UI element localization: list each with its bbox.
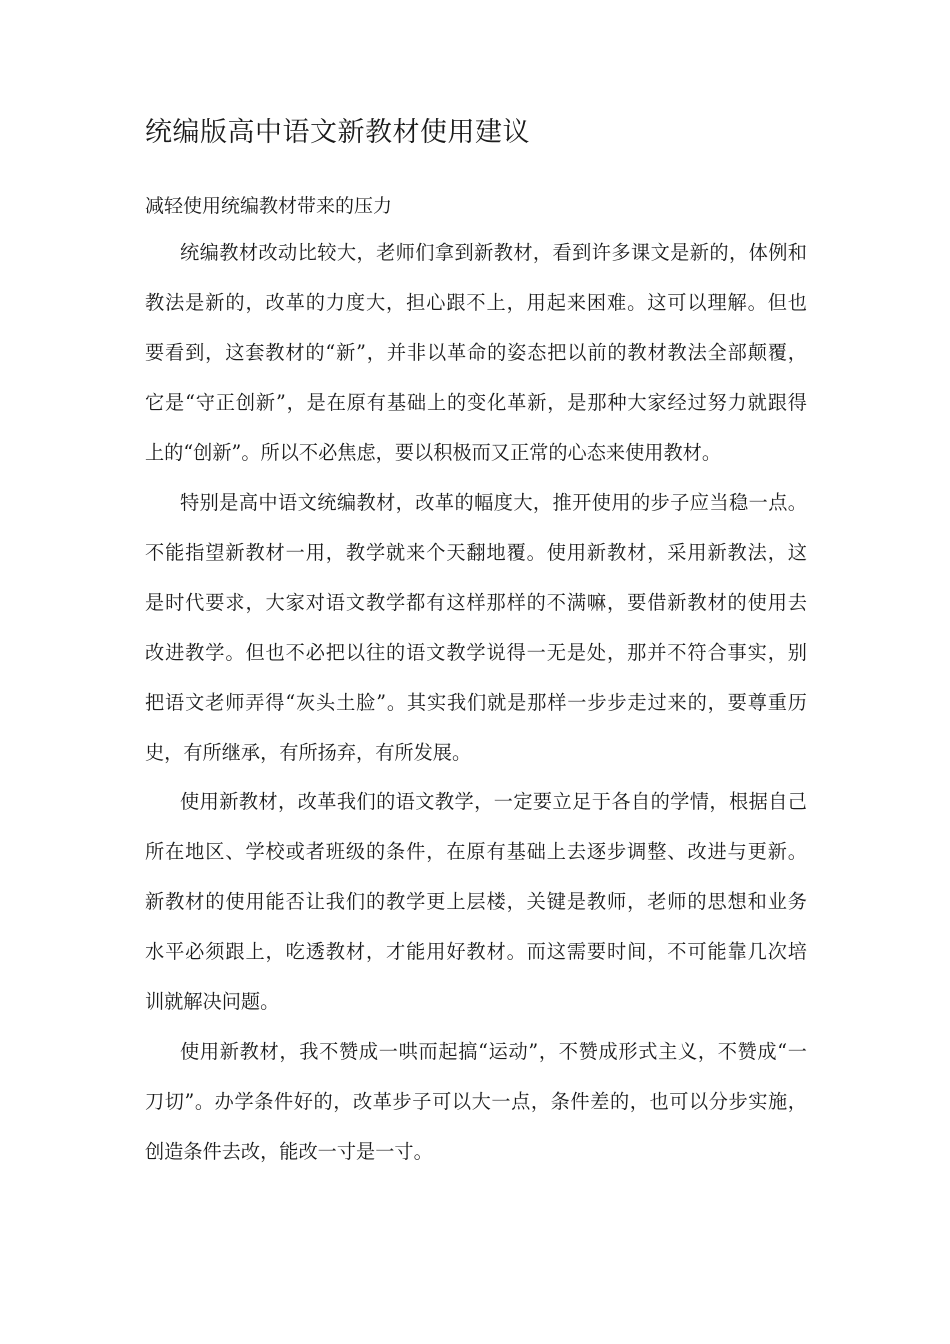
- paragraph-3-line-2: 所在地区、学校或者班级的条件，在原有基础上去逐步调整、改进与更新。: [145, 840, 807, 863]
- paragraph-4-line-1: 使用新教材，我不赞成一哄而起搞“运动”，不赞成形式主义，不赞成“一: [180, 1040, 807, 1063]
- paragraph-2-line-3: 是时代要求，大家对语文教学都有这样那样的不满嘛，要借新教材的使用去: [145, 591, 807, 614]
- paragraph-2-line-4: 改进教学。但也不必把以往的语文教学说得一无是处，那并不符合事实，别: [145, 641, 807, 664]
- document-title: 统编版高中语文新教材使用建议: [145, 117, 530, 148]
- paragraph-3-line-4: 水平必须跟上，吃透教材，才能用好教材。而这需要时间，不可能靠几次培: [145, 940, 807, 963]
- paragraph-1-line-5: 上的“创新”。所以不必焦虑，要以积极而又正常的心态来使用教材。: [145, 441, 722, 464]
- paragraph-2-line-1: 特别是高中语文统编教材，改革的幅度大，推开使用的步子应当稳一点。: [180, 491, 807, 514]
- paragraph-4-line-3: 创造条件去改，能改一寸是一寸。: [145, 1140, 433, 1163]
- paragraph-1-line-2: 教法是新的，改革的力度大，担心跟不上，用起来困难。这可以理解。但也: [145, 291, 807, 314]
- paragraph-1-line-1: 统编教材改动比较大，老师们拿到新教材，看到许多课文是新的，体例和: [180, 241, 807, 264]
- paragraph-2-line-6: 史，有所继承，有所扬弃，有所发展。: [145, 741, 472, 764]
- paragraph-1-line-4: 它是“守正创新”，是在原有基础上的变化革新，是那种大家经过努力就跟得: [145, 391, 807, 414]
- paragraph-2-line-5: 把语文老师弄得“灰头土脸”。其实我们就是那样一步步走过来的，要尊重历: [145, 691, 807, 714]
- section-subtitle: 减轻使用统编教材带来的压力: [145, 195, 393, 217]
- paragraph-3-line-3: 新教材的使用能否让我们的教学更上层楼，关键是教师，老师的思想和业务: [145, 890, 807, 913]
- paragraph-3-line-5: 训就解决问题。: [145, 990, 280, 1013]
- paragraph-1-line-3: 要看到，这套教材的“新”，并非以革命的姿态把以前的教材教法全部颠覆，: [145, 341, 807, 364]
- paragraph-3-line-1: 使用新教材，改革我们的语文教学，一定要立足于各自的学情，根据自己: [180, 790, 807, 813]
- paragraph-4-line-2: 刀切”。办学条件好的，改革步子可以大一点，条件差的，也可以分步实施，: [145, 1090, 807, 1113]
- paragraph-2-line-2: 不能指望新教材一用，教学就来个天翻地覆。使用新教材，采用新教法，这: [145, 541, 807, 564]
